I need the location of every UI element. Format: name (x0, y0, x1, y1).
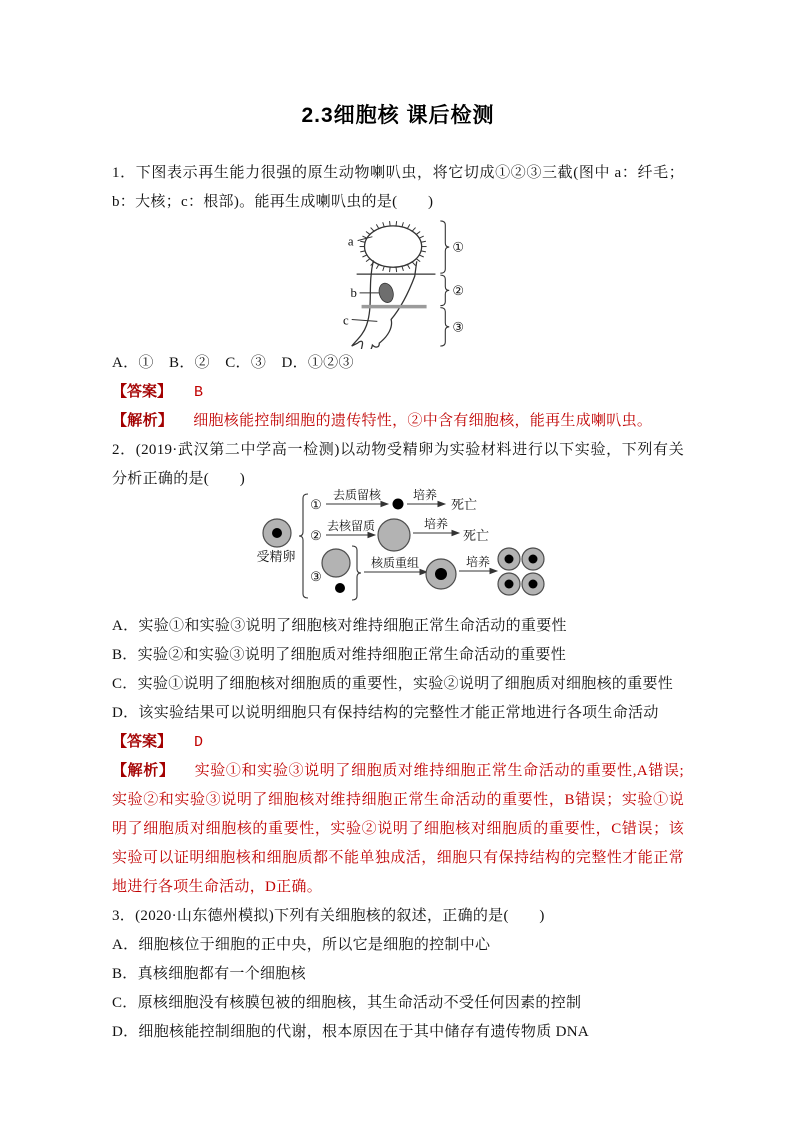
question-1-answer: B (194, 384, 204, 401)
culture-label: 培养 (412, 488, 438, 502)
enucleated-cell (322, 549, 350, 577)
pointer-c (352, 319, 378, 321)
isolated-nucleus (393, 499, 404, 510)
experiment-2-row (310, 517, 489, 551)
label-a: a (347, 234, 354, 249)
question-1 (112, 159, 684, 436)
experiment-3-row (310, 546, 544, 600)
isolated-nucleus (335, 583, 345, 593)
section-3-label: ③ (452, 320, 464, 335)
step-label: 核质重组 (370, 556, 420, 570)
page-title: 2.3细胞核 课后检测 (301, 104, 495, 127)
trumpet-animalcule-figure (329, 217, 469, 349)
answer-label: 【答案】 (112, 734, 173, 750)
question-3 (112, 902, 684, 1047)
result-cells (498, 548, 544, 595)
question-2-stem: 2．(2019·武汉第二中学高一检测)以动物受精卵为实验材料进行以下实验，下列有关分析正确的是( ) (112, 442, 684, 487)
question-1-analysis-line (112, 407, 684, 436)
brace-section-1 (440, 221, 449, 273)
label-c: c (342, 313, 349, 328)
question-3-stem: 3．(2020·山东德州模拟)下列有关细胞核的叙述，正确的是( ) (112, 908, 545, 924)
reconstructed-cell (426, 559, 456, 589)
culture-label: 培养 (465, 555, 491, 569)
section-2-label: ② (452, 283, 464, 298)
question-2-option-c: C．实验①说明了细胞核对细胞质的重要性，实验②说明了细胞质对细胞核的重要性 (112, 676, 674, 692)
question-2-option-d: D．该实验结果可以说明细胞只有保持结构的完整性才能正常地进行各项生命活动 (112, 705, 659, 721)
question-2-answer-line (112, 728, 684, 757)
question-3-option-a: A．细胞核位于细胞的正中央，所以它是细胞的控制中心 (112, 937, 491, 953)
experiment-2-number: ② (310, 528, 322, 543)
question-1-stem: 1．下图表示再生能力很强的原生动物喇叭虫，将它切成①②③三截(图中 a：纤毛；b：大核；c：根部)。能再生成喇叭虫的是( ) (112, 165, 684, 210)
question-2 (112, 436, 684, 902)
brace-section-2 (440, 275, 449, 306)
macronucleus (377, 282, 395, 305)
enucleated-cell (378, 519, 410, 551)
answer-label: 【答案】 (112, 384, 173, 400)
question-2-option-b: B．实验②和实验③说明了细胞质对维持细胞正常生命活动的重要性 (112, 647, 567, 663)
death-label: 死亡 (450, 497, 478, 512)
experiment-1-number: ① (310, 497, 322, 512)
question-1-options: A．① B．② C．③ D．①②③ (112, 355, 354, 371)
question-1-answer-line (112, 378, 684, 407)
label-b: b (350, 285, 357, 300)
question-1-analysis: 细胞核能控制细胞的遗传特性，②中含有细胞核，能再生成喇叭虫。 (193, 413, 653, 429)
split-brace (299, 494, 308, 598)
combine-brace (352, 546, 361, 600)
analysis-label: 【解析】 (112, 763, 175, 779)
question-2-answer: D (194, 734, 204, 751)
culture-label: 培养 (423, 517, 449, 531)
fertilized-egg (263, 519, 291, 547)
experiment-1-row (310, 487, 477, 512)
analysis-label: 【解析】 (112, 413, 174, 429)
section-1-label: ① (452, 240, 464, 255)
experiment-diagram-figure (248, 486, 548, 612)
question-2-option-a: A．实验①和实验③说明了细胞核对维持细胞正常生命活动的重要性 (112, 618, 567, 634)
fertilized-egg-label: 受精卵 (256, 549, 296, 564)
step-label: 去质留核 (332, 488, 382, 502)
death-label: 死亡 (462, 528, 490, 543)
question-2-analysis-line (112, 757, 684, 902)
question-2-analysis: 实验①和实验③说明了细胞质对维持细胞正常生命活动的重要性,A错误;实验②和实验③说明了细胞核对维持细胞正常生命活动的重要性，B错误；实验①说明了细胞质对细胞核的重要性，实验②说明了细胞核对细胞质的重要性，C错误；该实验可以证明细胞核和细胞质都不能单独成活，细胞只有保持结构的完整性才能正常地进行各项生命活动，D正确。 (112, 763, 684, 895)
question-3-option-d: D．细胞核能控制细胞的代谢，根本原因在于其中储存有遗传物质 DNA (112, 1024, 589, 1040)
question-3-option-c: C．原核细胞没有核膜包被的细胞核，其生命活动不受任何因素的控制 (112, 995, 582, 1011)
brace-section-3 (440, 308, 449, 346)
trumpet-animalcule-svg (329, 217, 469, 349)
experiment-diagram-svg (248, 486, 548, 612)
experiment-3-number: ③ (310, 569, 322, 584)
step-label: 去核留质 (326, 519, 376, 533)
question-3-option-b: B．真核细胞都有一个细胞核 (112, 966, 306, 982)
